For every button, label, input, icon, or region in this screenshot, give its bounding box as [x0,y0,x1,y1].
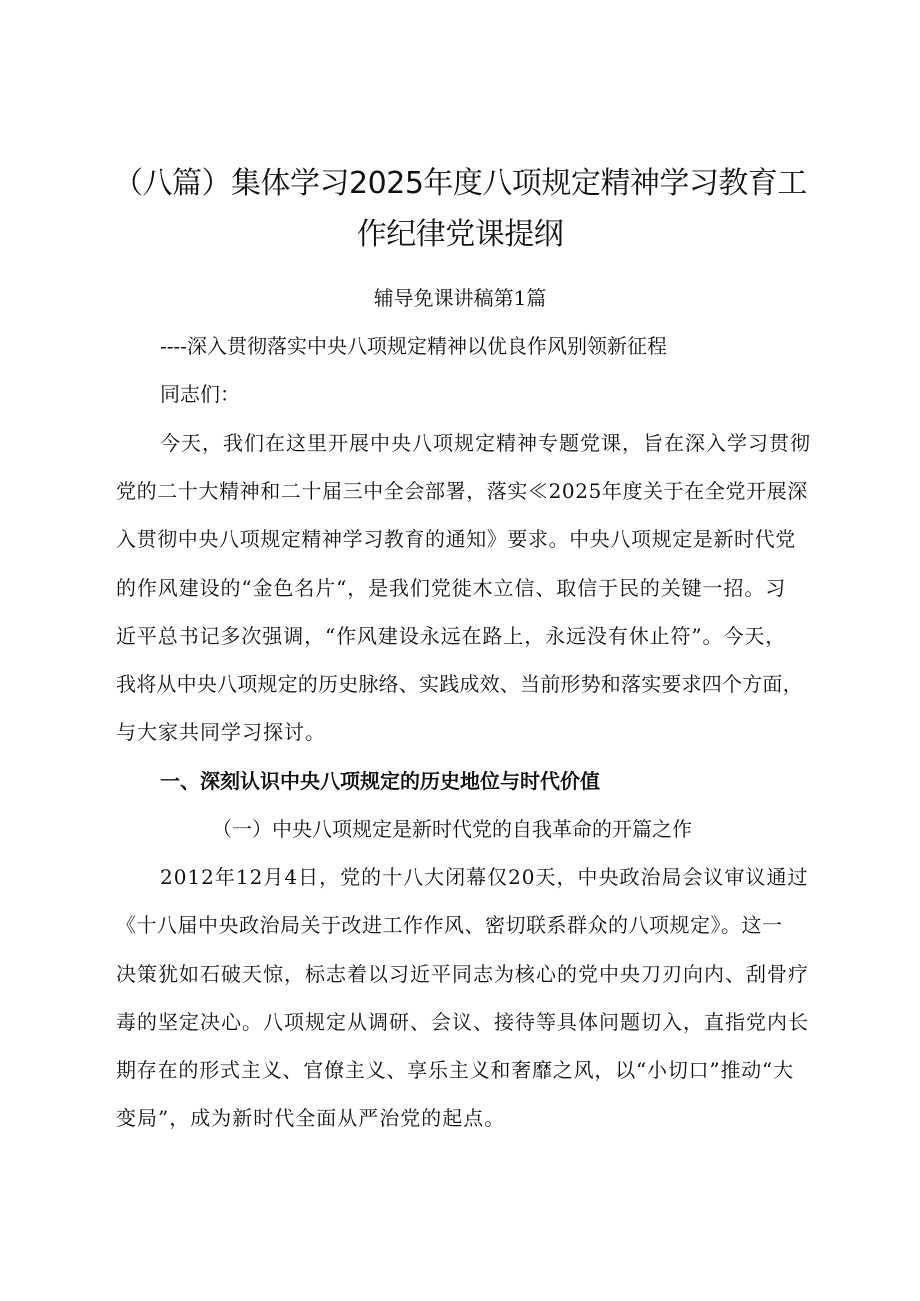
paragraph-line: 与大家共同学习探讨。 [116,720,326,744]
theme-line: ----深入贯彻落实中央八项规定精神以优良作风别领新征程 [160,334,668,358]
paragraph-line: 毒的坚定决心。八项规定从调研、会议、接待等具体问题切入，直指党内长 [116,1010,809,1034]
lecture-subtitle: 辅导免课讲稿第1篇 [373,286,547,310]
paragraph-line: 我将从中央八项规定的历史脉络、实践成效、当前形势和落实要求四个方面， [116,672,803,696]
paragraph-line: 期存在的形式主义、官僚主义、享乐主义和奢靡之风，以“小切口”推动“大 [116,1058,794,1082]
paragraph-line: 今天，我们在这里开展中央八项规定精神专题党课，旨在深入学习贯彻 [160,431,811,455]
paragraph-line: 2012年12月4日，党的十八大闭幕仅20天，中央政治局会议审议通过 [160,865,809,889]
paragraph-line: 入贯彻中央八项规定精神学习教育的通知》要求。中央八项规定是新时代党 [116,527,796,551]
paragraph-line: 党的二十大精神和二十届三中全会部署，落实≪2025年度关于在全党开展深 [116,479,808,503]
subsection-heading-1-1: （一）中央八项规定是新时代党的自我革命的开篇之作 [212,817,692,841]
document-title-line-1: （八篇）集体学习2025年度八项规定精神学习教育工 [113,166,807,201]
paragraph-line: 近平总书记多次强调，“作风建设永远在路上，永远没有休止符”。今天， [116,624,787,648]
paragraph-line: 的作风建设的“金色名片“，是我们党徙木立信、取信于民的关键一招。习 [116,576,787,600]
paragraph-line: 决策犹如石破天惊，标志着以习近平同志为核心的党中央刀刃向内、刮骨疗 [116,962,809,986]
document-title-line-2: 作纪律党课提纲 [356,217,564,252]
salutation: 同志们： [160,382,240,406]
paragraph-line: 《十八届中央政治局关于改进工作作风、密切联系群众的八项规定》。这一 [116,913,783,937]
paragraph-line: 变局”，成为新时代全面从严治党的起点。 [116,1106,506,1130]
section-heading-1: 一、深刻认识中央八项规定的历史地位与时代价值 [160,769,600,793]
